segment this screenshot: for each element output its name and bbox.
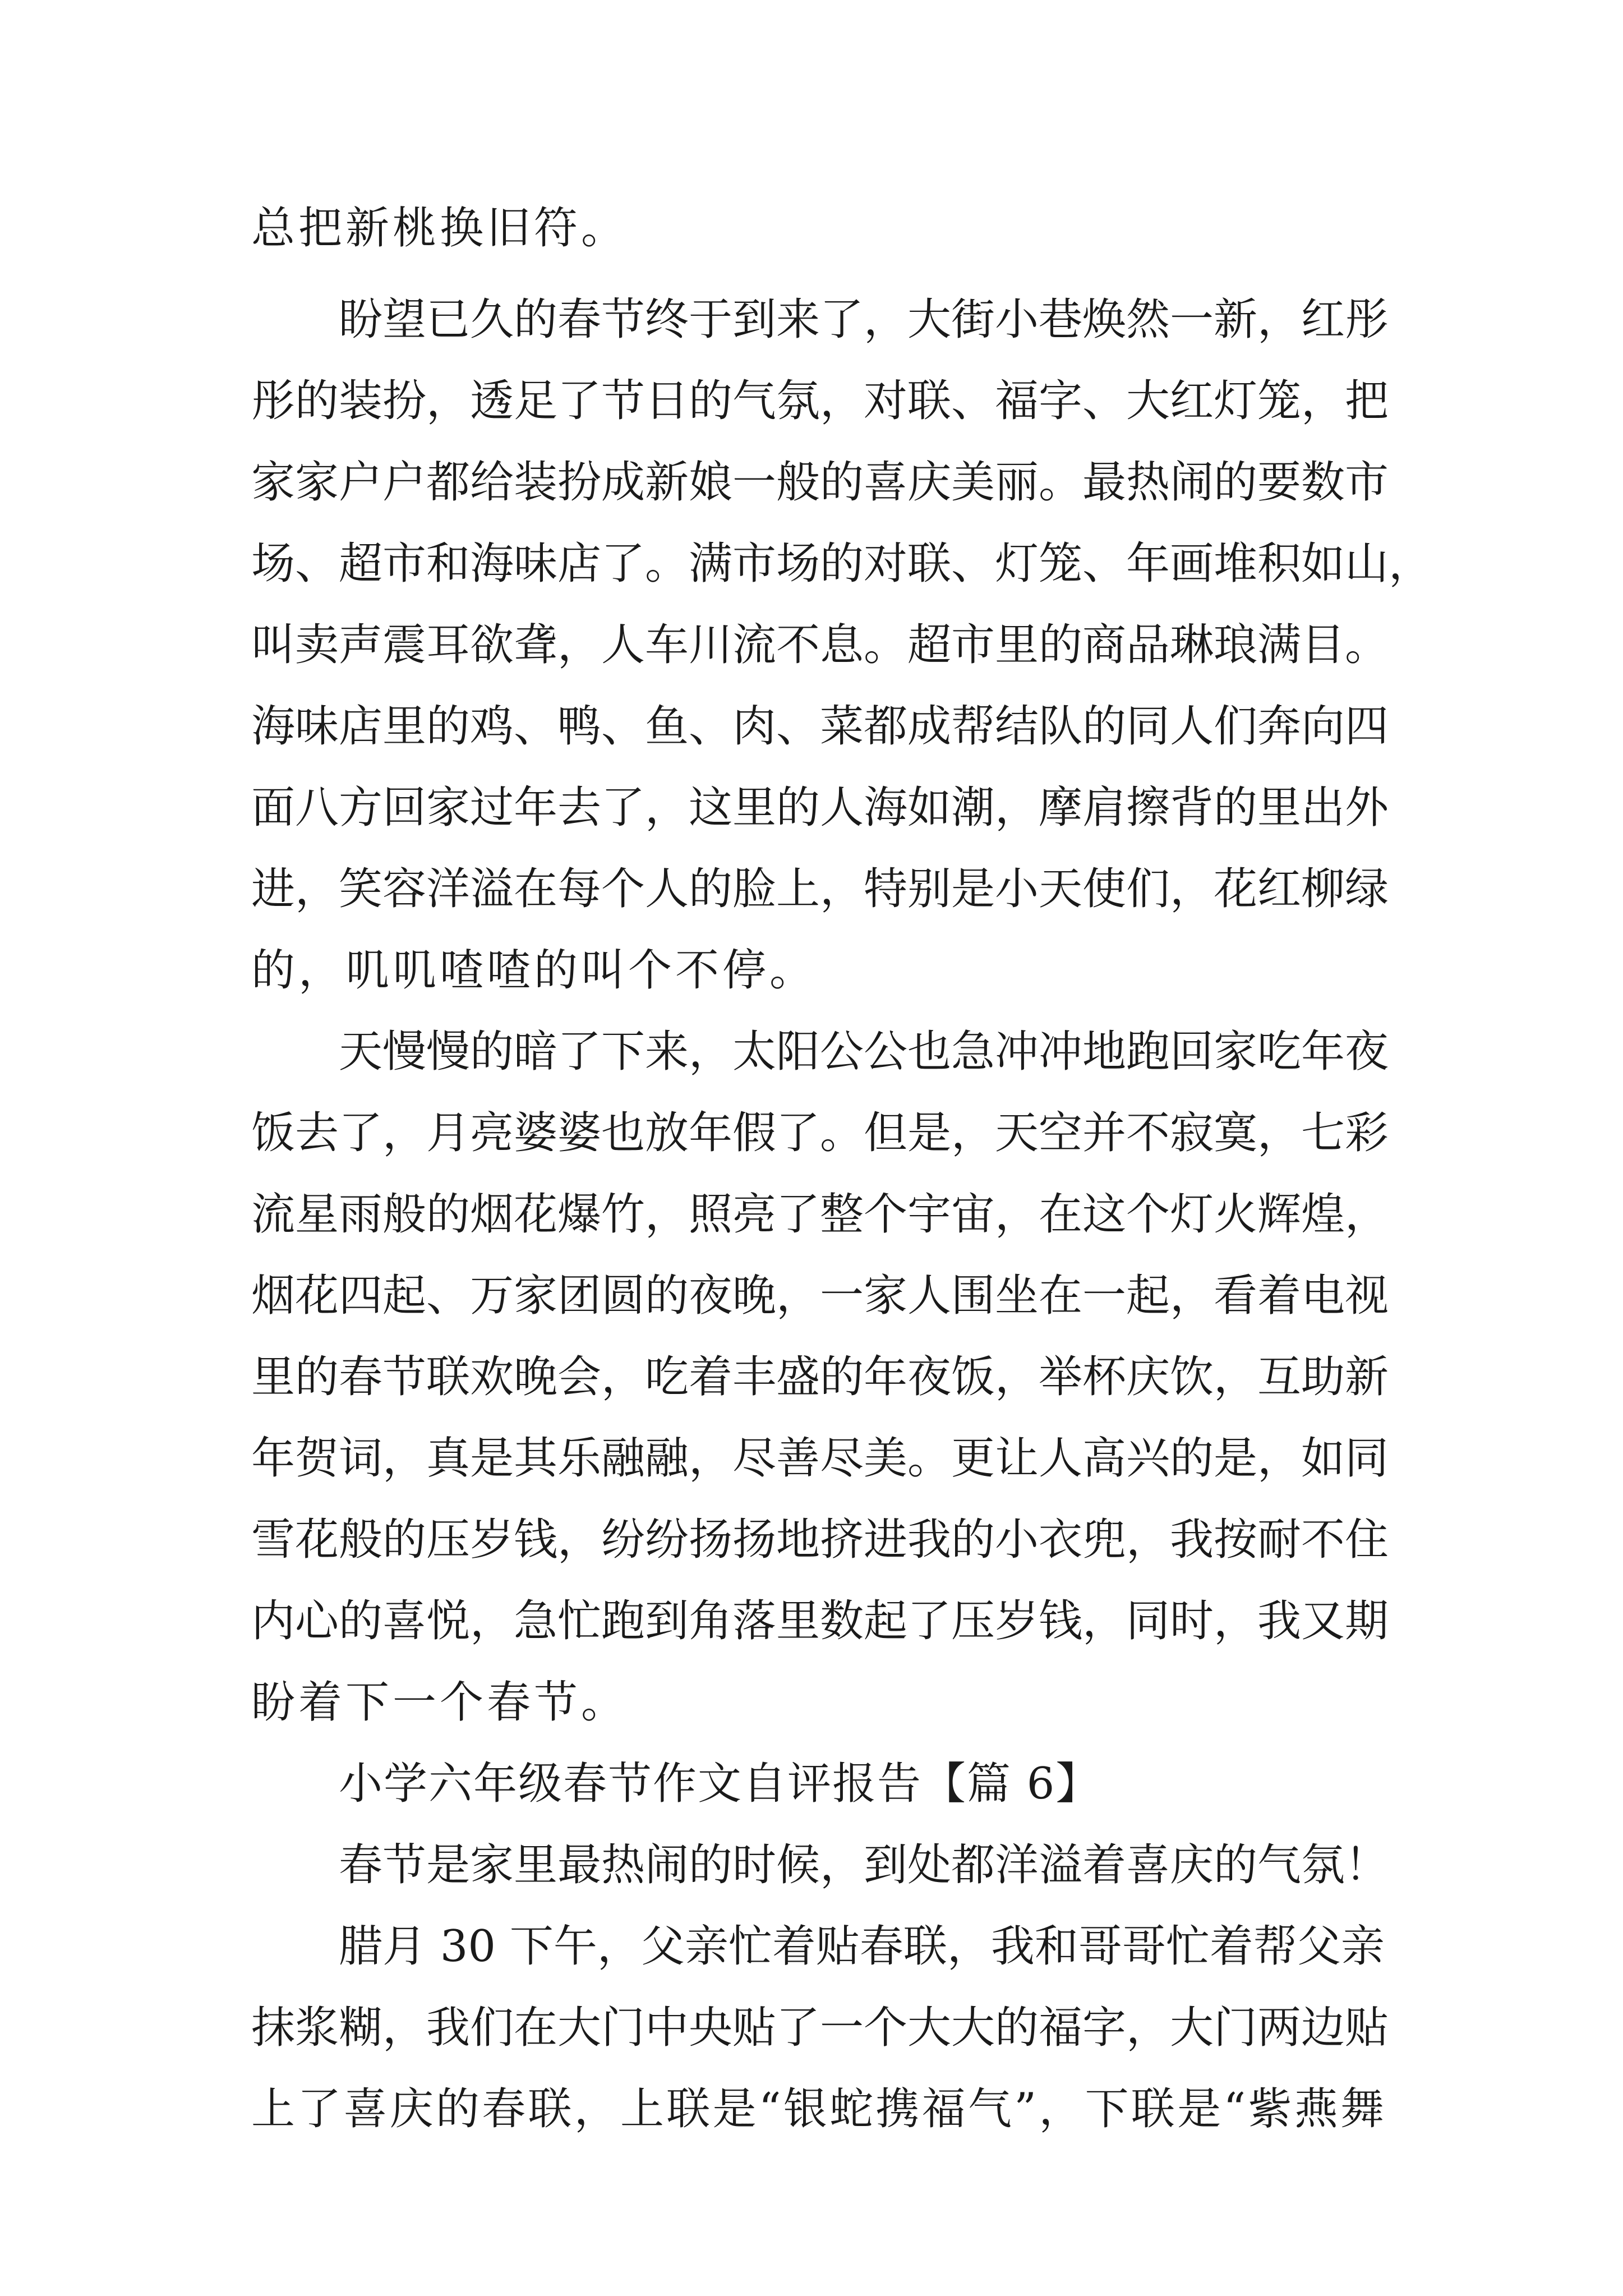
text-line: 天慢慢的暗了下来，太阳公公也急冲冲地跑回家吃年夜 (339, 1027, 1389, 1077)
text-line: 烟花四起、万家团圆的夜晚，一家人围坐在一起，看着电视 (251, 1271, 1389, 1321)
section-heading: 小学六年级春节作文自评报告【篇 6】 (339, 1759, 1101, 1809)
text-line: 总把新桃换旧符。 (251, 203, 629, 254)
text-line: 场、超市和海味店了。满市场的对联、灯笼、年画堆积如山， (251, 539, 1433, 589)
text-line: 家家户户都给装扮成新娘一般的喜庆美丽。最热闹的要数市 (251, 457, 1389, 508)
text-line: 盼望已久的春节终于到来了，大街小巷焕然一新，红彤 (339, 295, 1389, 345)
text-line: 内心的喜悦，急忙跑到角落里数起了压岁钱，同时，我又期 (251, 1596, 1389, 1646)
text-line: 抹浆糊，我们在大门中央贴了一个大大的福字，大门两边贴 (251, 2003, 1389, 2053)
text-line: 饭去了，月亮婆婆也放年假了。但是，天空并不寂寞，七彩 (251, 1108, 1389, 1158)
text-line: 的，叽叽喳喳的叫个不停。 (251, 945, 817, 996)
text-line: 面八方回家过年去了，这里的人海如潮，摩肩擦背的里出外 (251, 783, 1389, 833)
text-line: 年贺词，真是其乐融融，尽善尽美。更让人高兴的是，如同 (251, 1433, 1389, 1484)
text-line: 流星雨般的烟花爆竹，照亮了整个宇宙，在这个灯火辉煌， (251, 1189, 1389, 1240)
text-line: 春节是家里最热闹的时候，到处都洋溢着喜庆的气氛！ (339, 1840, 1389, 1890)
text-line: 里的春节联欢晚会，吃着丰盛的年夜饭，举杯庆饮，互助新 (251, 1352, 1389, 1402)
text-line: 上了喜庆的春联，上联是“银蛇携福气”，下联是“紫燕舞 (251, 2084, 1384, 2134)
text-line: 雪花般的压岁钱，纷纷扬扬地挤进我的小衣兜，我按耐不住 (251, 1515, 1389, 1565)
text-line: 进，笑容洋溢在每个人的脸上，特别是小天使们，花红柳绿 (251, 864, 1389, 914)
text-line: 彤的装扮，透足了节日的气氛，对联、福字、大红灯笼，把 (251, 376, 1389, 426)
text-line: 海味店里的鸡、鸭、鱼、肉、菜都成帮结队的同人们奔向四 (251, 701, 1389, 752)
text-line: 盼着下一个春节。 (251, 1677, 629, 1728)
text-line: 叫卖声震耳欲聋，人车川流不息。超市里的商品琳琅满目。 (251, 620, 1389, 670)
text-line: 腊月 30 下午，父亲忙着贴春联，我和哥哥忙着帮父亲 (339, 1921, 1385, 1972)
